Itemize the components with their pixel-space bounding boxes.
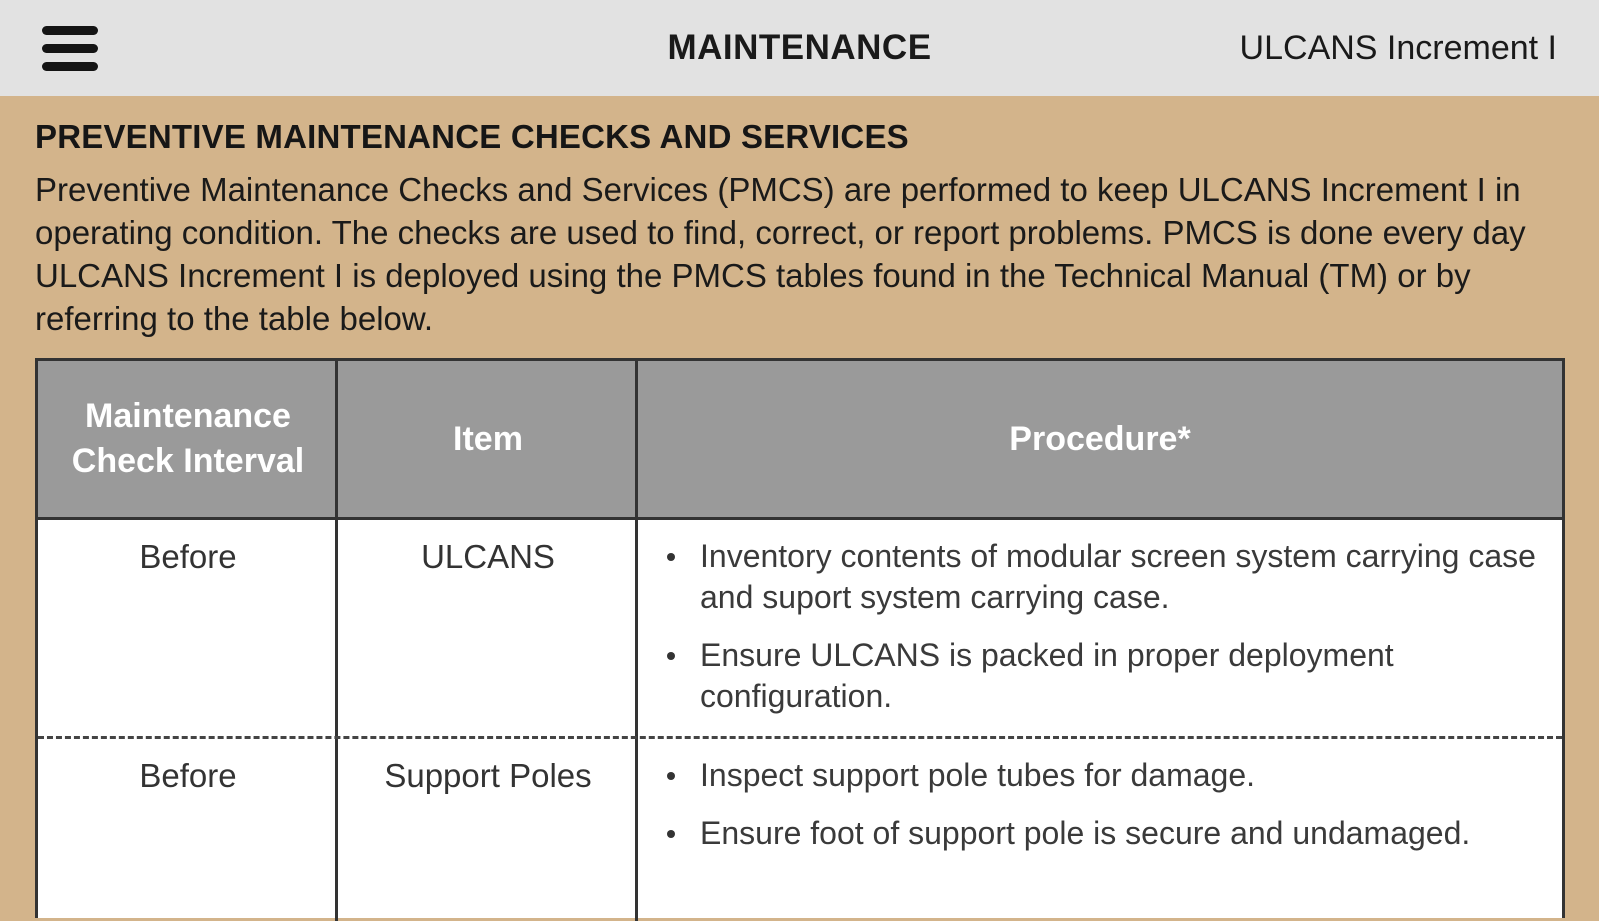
- column-header-interval: Maintenance Check Interval: [71, 397, 305, 480]
- procedure-step: Ensure foot of support pole is secure and undamaged.: [700, 813, 1562, 854]
- column-header-item: Item: [453, 419, 523, 458]
- item-cell: Support Poles: [384, 757, 592, 794]
- procedure-list: [638, 755, 1562, 854]
- product-label: ULCANS Increment I: [1239, 29, 1557, 67]
- column-header-procedure: Procedure*: [1009, 419, 1191, 458]
- table-header: [38, 361, 1562, 520]
- section-heading: PREVENTIVE MAINTENANCE CHECKS AND SERVICES: [35, 118, 909, 155]
- top-app-bar: [0, 0, 1599, 96]
- procedure-list: [638, 536, 1562, 717]
- table-row: [38, 739, 1562, 919]
- interval-cell: Before: [139, 538, 237, 575]
- pmcs-table: [35, 358, 1565, 918]
- procedure-step: Inventory contents of modular screen system carrying case and suport system carrying case.: [700, 536, 1562, 618]
- procedure-cell: [638, 739, 1562, 871]
- procedure-step: Ensure ULCANS is packed in proper deployment configuration.: [700, 635, 1562, 717]
- procedure-step: Inspect support pole tubes for damage.: [700, 755, 1562, 796]
- procedure-cell: [638, 520, 1562, 734]
- item-cell: ULCANS: [421, 538, 555, 575]
- table-row: [38, 520, 1562, 736]
- content-area: [35, 96, 1565, 340]
- page-title: MAINTENANCE: [667, 28, 932, 67]
- interval-cell: Before: [139, 757, 237, 794]
- intro-paragraph: Preventive Maintenance Checks and Services (PMCS) are performed to keep ULCANS Increment I in operating condition. The checks are used to find, correct, or report problems. PMCS is done every day ULCANS Increment I is deployed using the PMCS tables found in the Technical Manual (TM) or by referring to the table below.: [35, 171, 1526, 337]
